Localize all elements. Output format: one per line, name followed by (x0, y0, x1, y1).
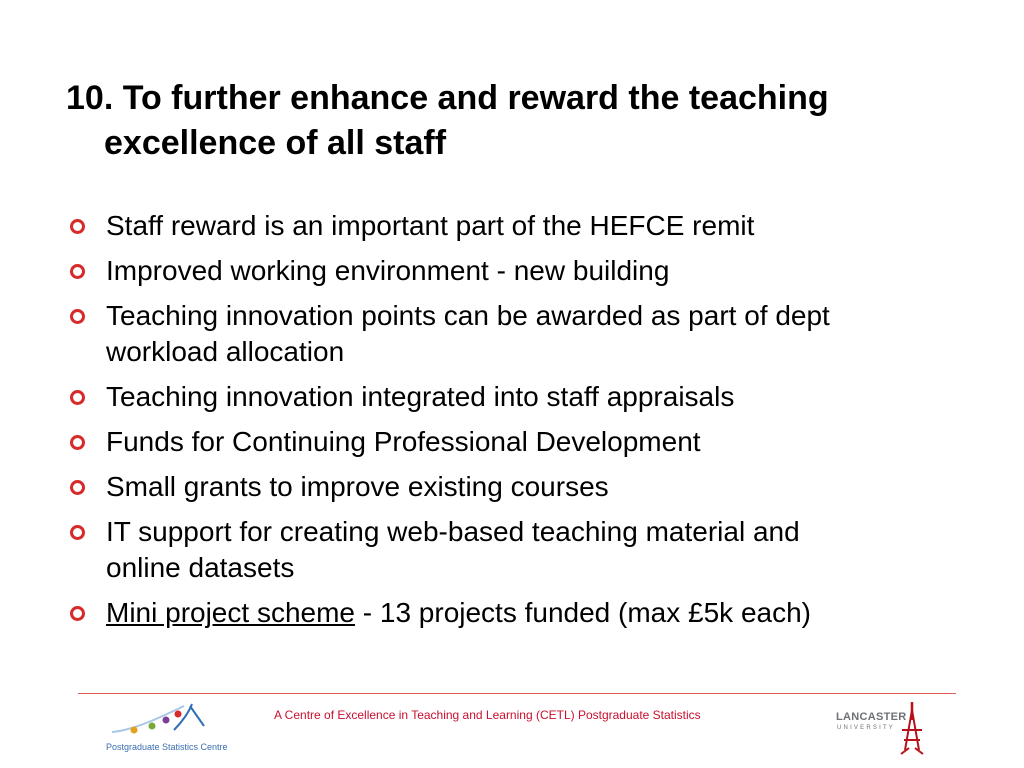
footer-cetl-text: A Centre of Excellence in Teaching and Learning (CETL) Postgraduate Statistics (274, 708, 701, 722)
psc-logo-caption: Postgraduate Statistics Centre (106, 742, 228, 752)
circle-bullet-icon (70, 480, 85, 495)
circle-bullet-icon (70, 390, 85, 405)
circle-bullet-icon (70, 309, 85, 324)
bullet-text: Funds for Continuing Professional Development (106, 426, 701, 457)
lancaster-logo-name: LANCASTER (836, 711, 907, 723)
circle-bullet-icon (70, 264, 85, 279)
bullet-text: Teaching innovation integrated into staff appraisals (106, 381, 735, 412)
bullet-text: Improved working environment - new building (106, 255, 670, 286)
circle-bullet-icon (70, 219, 85, 234)
bullet-text: Small grants to improve existing courses (106, 471, 609, 502)
bullet-text: Teaching innovation points can be awarded as part of dept (106, 300, 830, 331)
bullet-text-continued: workload allocation (106, 336, 345, 367)
mini-project-scheme-link[interactable]: Mini project scheme (106, 597, 355, 628)
circle-bullet-icon (70, 606, 85, 621)
bullet-text-continued: online datasets (106, 552, 295, 583)
bullet-text: Staff reward is an important part of the HEFCE remit (106, 210, 755, 241)
postgraduate-statistics-centre-logo (104, 700, 234, 758)
bullet-item (64, 595, 1014, 631)
bullet-item (64, 469, 1014, 505)
circle-bullet-icon (70, 435, 85, 450)
lancaster-university-logo (834, 700, 934, 758)
bullet-item (64, 208, 1014, 244)
lancaster-emblem-icon (898, 700, 926, 756)
bullet-item (64, 514, 1014, 586)
psc-logo-graphic (104, 700, 234, 742)
footer-divider (78, 693, 956, 694)
bullet-item (64, 424, 1014, 460)
circle-bullet-icon (70, 525, 85, 540)
bullet-list (64, 208, 1014, 640)
bullet-text: - 13 projects funded (max £5k each) (354, 597, 811, 628)
bullet-text: IT support for creating web-based teaching material and (106, 516, 800, 547)
bullet-item (64, 253, 1014, 289)
title-line-2: excellence of all staff (104, 124, 447, 162)
lancaster-logo-sub: UNIVERSITY (837, 725, 896, 731)
bullet-item (64, 298, 1014, 370)
slide-title (66, 76, 986, 166)
title-line-1: 10. To further enhance and reward the teaching (66, 79, 829, 117)
bullet-item (64, 379, 1014, 415)
